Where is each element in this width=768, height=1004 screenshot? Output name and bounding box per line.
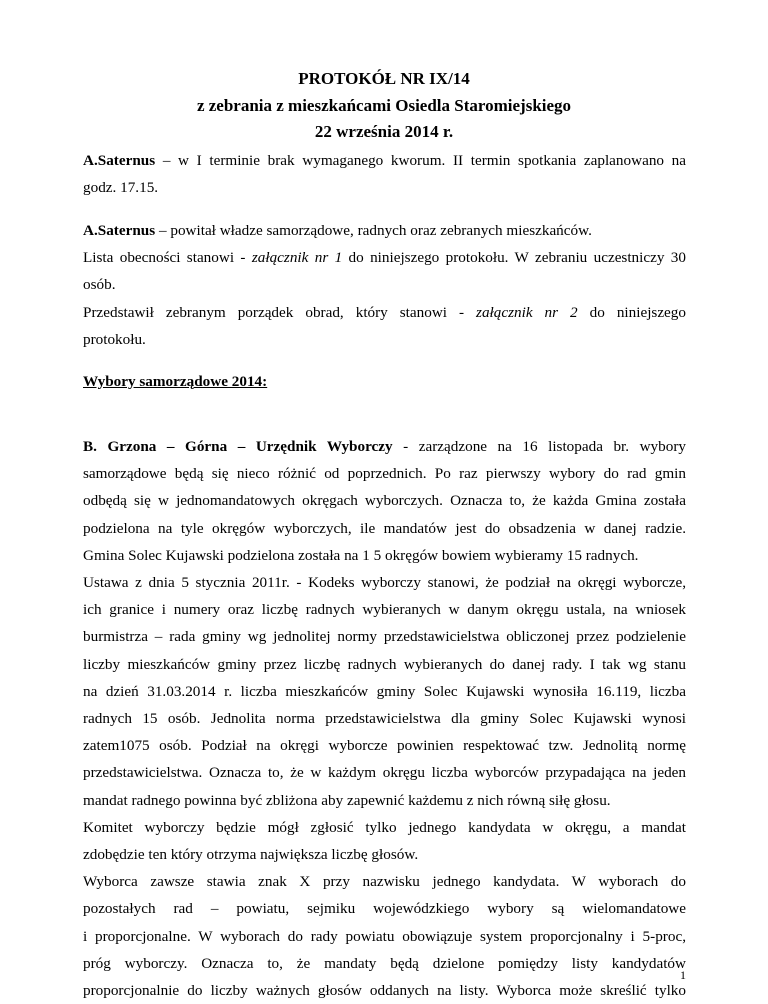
document-subtitle: z zebrania z mieszkańcami Osiedla Staromiejskiego (196, 96, 572, 115)
page-number: 1 (680, 968, 686, 982)
text-line: i proporcjonalne. W wyborach do rady powiatu obowiązuje system proporcjonalny i 5-proc, (83, 927, 686, 945)
text-line (83, 299, 686, 326)
text-line: Gmina Solec Kujawski podzielona została na 1 5 okręgów bowiem wybieramy 15 radnych. (83, 546, 639, 564)
text-line: odbędą się w jednomandatowych okręgach wyborczych. Oznacza to, że każda Gmina została (83, 492, 686, 510)
text-line: godz. 17.15. (83, 179, 159, 197)
text-line: na dzień 31.03.2014 r. liczba mieszkańców gminy Solec Kujawski wynosiła 16.119, liczba (83, 682, 686, 700)
paragraph-welcome (83, 217, 686, 353)
text-line: przedstawicielstwa. Oznacza to, że w każdym okręgu liczba wyborców przypadająca na jeden (83, 764, 686, 782)
text-line: samorządowe będą się nieco różnić od poprzednich. Po raz pierwszy wybory do rad gmin (83, 465, 686, 483)
speaker-name: B. Grzona – Górna – Urzędnik Wyborczy (83, 438, 393, 455)
text-span: - zarządzone na 16 listopada br. wybory (392, 438, 686, 455)
speaker-name: A.Saternus (83, 222, 156, 239)
text-span: Lista obecności stanowi - (83, 249, 252, 267)
text-line: protokołu. (83, 330, 146, 348)
text-line: Komitet wyborczy będzie mógł zgłosić tylko jednego kandydata w okręgu, a mandat (83, 818, 686, 836)
text-span: do niniejszego protokołu. W zebraniu uczestniczy 30 (342, 249, 686, 267)
text-line: mandat radnego powinna być zbliżona aby zapewnić każdemu z nich równą siłę głosu. (83, 791, 611, 809)
document-date: 22 września 2014 r. (314, 122, 454, 141)
text-span: – powitał władze samorządowe, radnych oraz zebranych mieszkańców. (158, 222, 592, 239)
text-span: do niniejszego (577, 303, 686, 321)
speaker-name: A.Saternus (83, 152, 156, 169)
text-line (83, 217, 686, 244)
document-title: PROTOKÓŁ NR IX/14 (298, 69, 470, 88)
text-line (83, 244, 686, 271)
paragraph-quorum (83, 147, 686, 201)
text-line (83, 147, 686, 174)
text-line: ich granice i numery oraz liczbę radnych wybieranych w danym okręgu ustala, na wniosek (83, 601, 686, 619)
text-line: proporcjonalnie do liczby ważnych głosów oddanych na listy. Wyborca może skreślić tylko (83, 982, 686, 1000)
attachment-reference: załącznik nr 2 (476, 303, 578, 321)
text-line: pozostałych rad – powiatu, sejmiku wojewódzkiego wybory są wielomandatowe (83, 900, 686, 918)
text-line: osób. (83, 276, 116, 294)
text-line: próg wyborczy. Oznacza to, że mandaty będą dzielone pomiędzy listy kandydatów (83, 954, 686, 972)
text-span: – w I terminie brak wymaganego kworum. II termin spotkania zaplanowano na (162, 152, 686, 169)
text-line: podzielona na tyle okręgów wyborczych, ile mandatów jest do obsadzenia w danej radzie. (83, 519, 686, 537)
text-line: Wyborca zawsze stawia znak X przy nazwisku jednego kandydata. W wyborach do (83, 873, 686, 891)
paragraph-elections (83, 433, 686, 1004)
section-heading-wrapper (83, 368, 686, 395)
text-line (83, 433, 686, 460)
text-line: Ustawa z dnia 5 stycznia 2011r. - Kodeks wyborczy stanowi, że podział na okręgi wyborcze, (83, 574, 686, 592)
section-heading: Wybory samorządowe 2014: (83, 373, 268, 390)
text-line: liczby mieszkańców gminy przez liczbę radnych wybieranych do danej rady. I tak wg stanu (83, 655, 686, 673)
text-line: zdobędzie ten który otrzyma największa liczbę głosów. (83, 846, 419, 864)
text-line: zatem1075 osób. Podział na okręgi wyborcze powinien respektować tzw. Jednolitą normę (83, 737, 686, 755)
text-span: Przedstawił zebranym porządek obrad, który stanowi - (83, 303, 477, 321)
text-line: radnych 15 osób. Jednolita norma przedstawicielstwa dla gminy Solec Kujawski wynosi (83, 710, 686, 728)
text-line: burmistrza – rada gminy wg jednolitej normy przedstawicielstwa obliczonej przez podzielenie (83, 628, 686, 646)
attachment-reference: załącznik nr 1 (251, 249, 343, 267)
